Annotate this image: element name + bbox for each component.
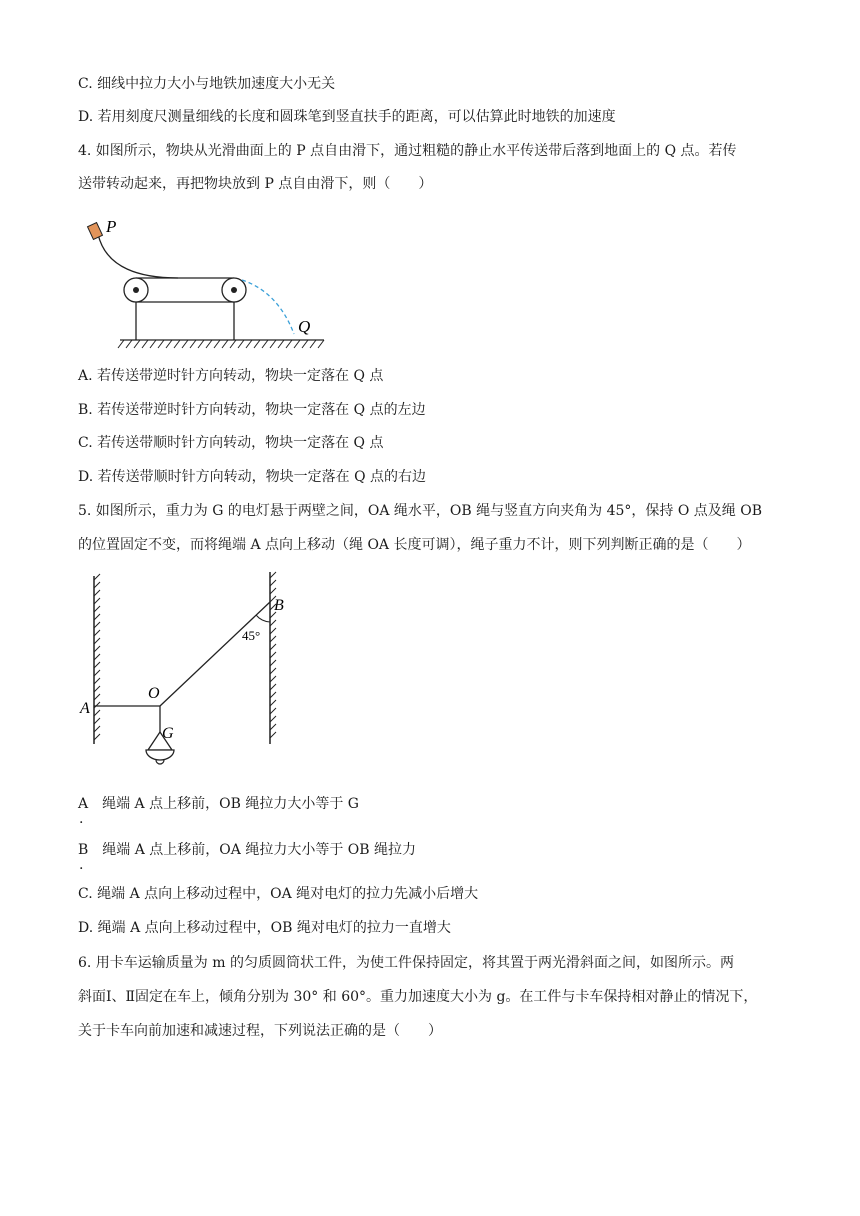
label-p: P xyxy=(106,217,117,236)
q3-option-c: C. 细线中拉力大小与地铁加速度大小无关 xyxy=(78,76,336,92)
label-b: B xyxy=(274,597,284,614)
label-g: G xyxy=(162,725,174,742)
q6-stem-line1: 6. 用卡车运输质量为 m 的匀质圆筒状工件，为使工件保持固定，将其置于两光滑斜面之间，如图所示。两 xyxy=(78,955,734,971)
q4-stem-line2: 送带转动起来，再把物块放到 P 点自由滑下，则（ ） xyxy=(78,176,433,192)
q4-option-a: A. 若传送带逆时针方向转动，物块一定落在 Q 点 xyxy=(78,368,384,384)
q6-stem-line2: 斜面Ⅰ、Ⅱ固定在车上，倾角分别为 30° 和 60°。重力加速度大小为 g。在工件与卡车保持相对静止的情况下， xyxy=(78,989,758,1005)
q5-option-c: C. 绳端 A 点向上移动过程中，OA 绳对电灯的拉力先减小后增大 xyxy=(78,886,479,902)
q4-option-d: D. 若传送带顺时针方向转动，物块一定落在 Q 点的右边 xyxy=(78,469,427,485)
dot-marker-b: . xyxy=(79,857,84,873)
q5-figure xyxy=(78,568,298,778)
q4-figure xyxy=(78,206,338,356)
q4-stem-line1: 4. 如图所示，物块从光滑曲面上的 P 点自由滑下，通过粗糙的静止水平传送带后落到地面上的 Q 点。若传 xyxy=(78,143,737,159)
q5-option-b: B 绳端 A 点上移前，OA 绳拉力大小等于 OB 绳拉力 xyxy=(78,842,417,858)
q5-option-a: A 绳端 A 点上移前，OB 绳拉力大小等于 G xyxy=(78,796,359,812)
q5-option-d: D. 绳端 A 点向上移动过程中，OB 绳对电灯的拉力一直增大 xyxy=(78,920,451,936)
label-q: Q xyxy=(298,317,311,336)
label-angle-45: 45° xyxy=(242,628,261,643)
label-a: A xyxy=(80,700,90,717)
q5-stem-line1: 5. 如图所示，重力为 G 的电灯悬于两壁之间，OA 绳水平，OB 绳与竖直方向夹角为 45°，保持 O 点及绳 OB xyxy=(78,503,763,519)
dot-marker-a: . xyxy=(79,811,84,827)
q4-option-c: C. 若传送带顺时针方向转动，物块一定落在 Q 点 xyxy=(78,435,384,451)
label-o: O xyxy=(148,685,160,702)
q5-stem-line2: 的位置固定不变，而将绳端 A 点向上移动（绳 OA 长度可调），绳子重力不计，则下列判断正确的是（ ） xyxy=(78,537,751,553)
q3-option-d: D. 若用刻度尺测量细线的长度和圆珠笔到竖直扶手的距离，可以估算此时地铁的加速度 xyxy=(78,109,616,125)
q6-stem-line3: 关于卡车向前加速和减速过程，下列说法正确的是（ ） xyxy=(78,1023,442,1039)
q4-option-b: B. 若传送带逆时针方向转动，物块一定落在 Q 点的左边 xyxy=(78,402,426,418)
